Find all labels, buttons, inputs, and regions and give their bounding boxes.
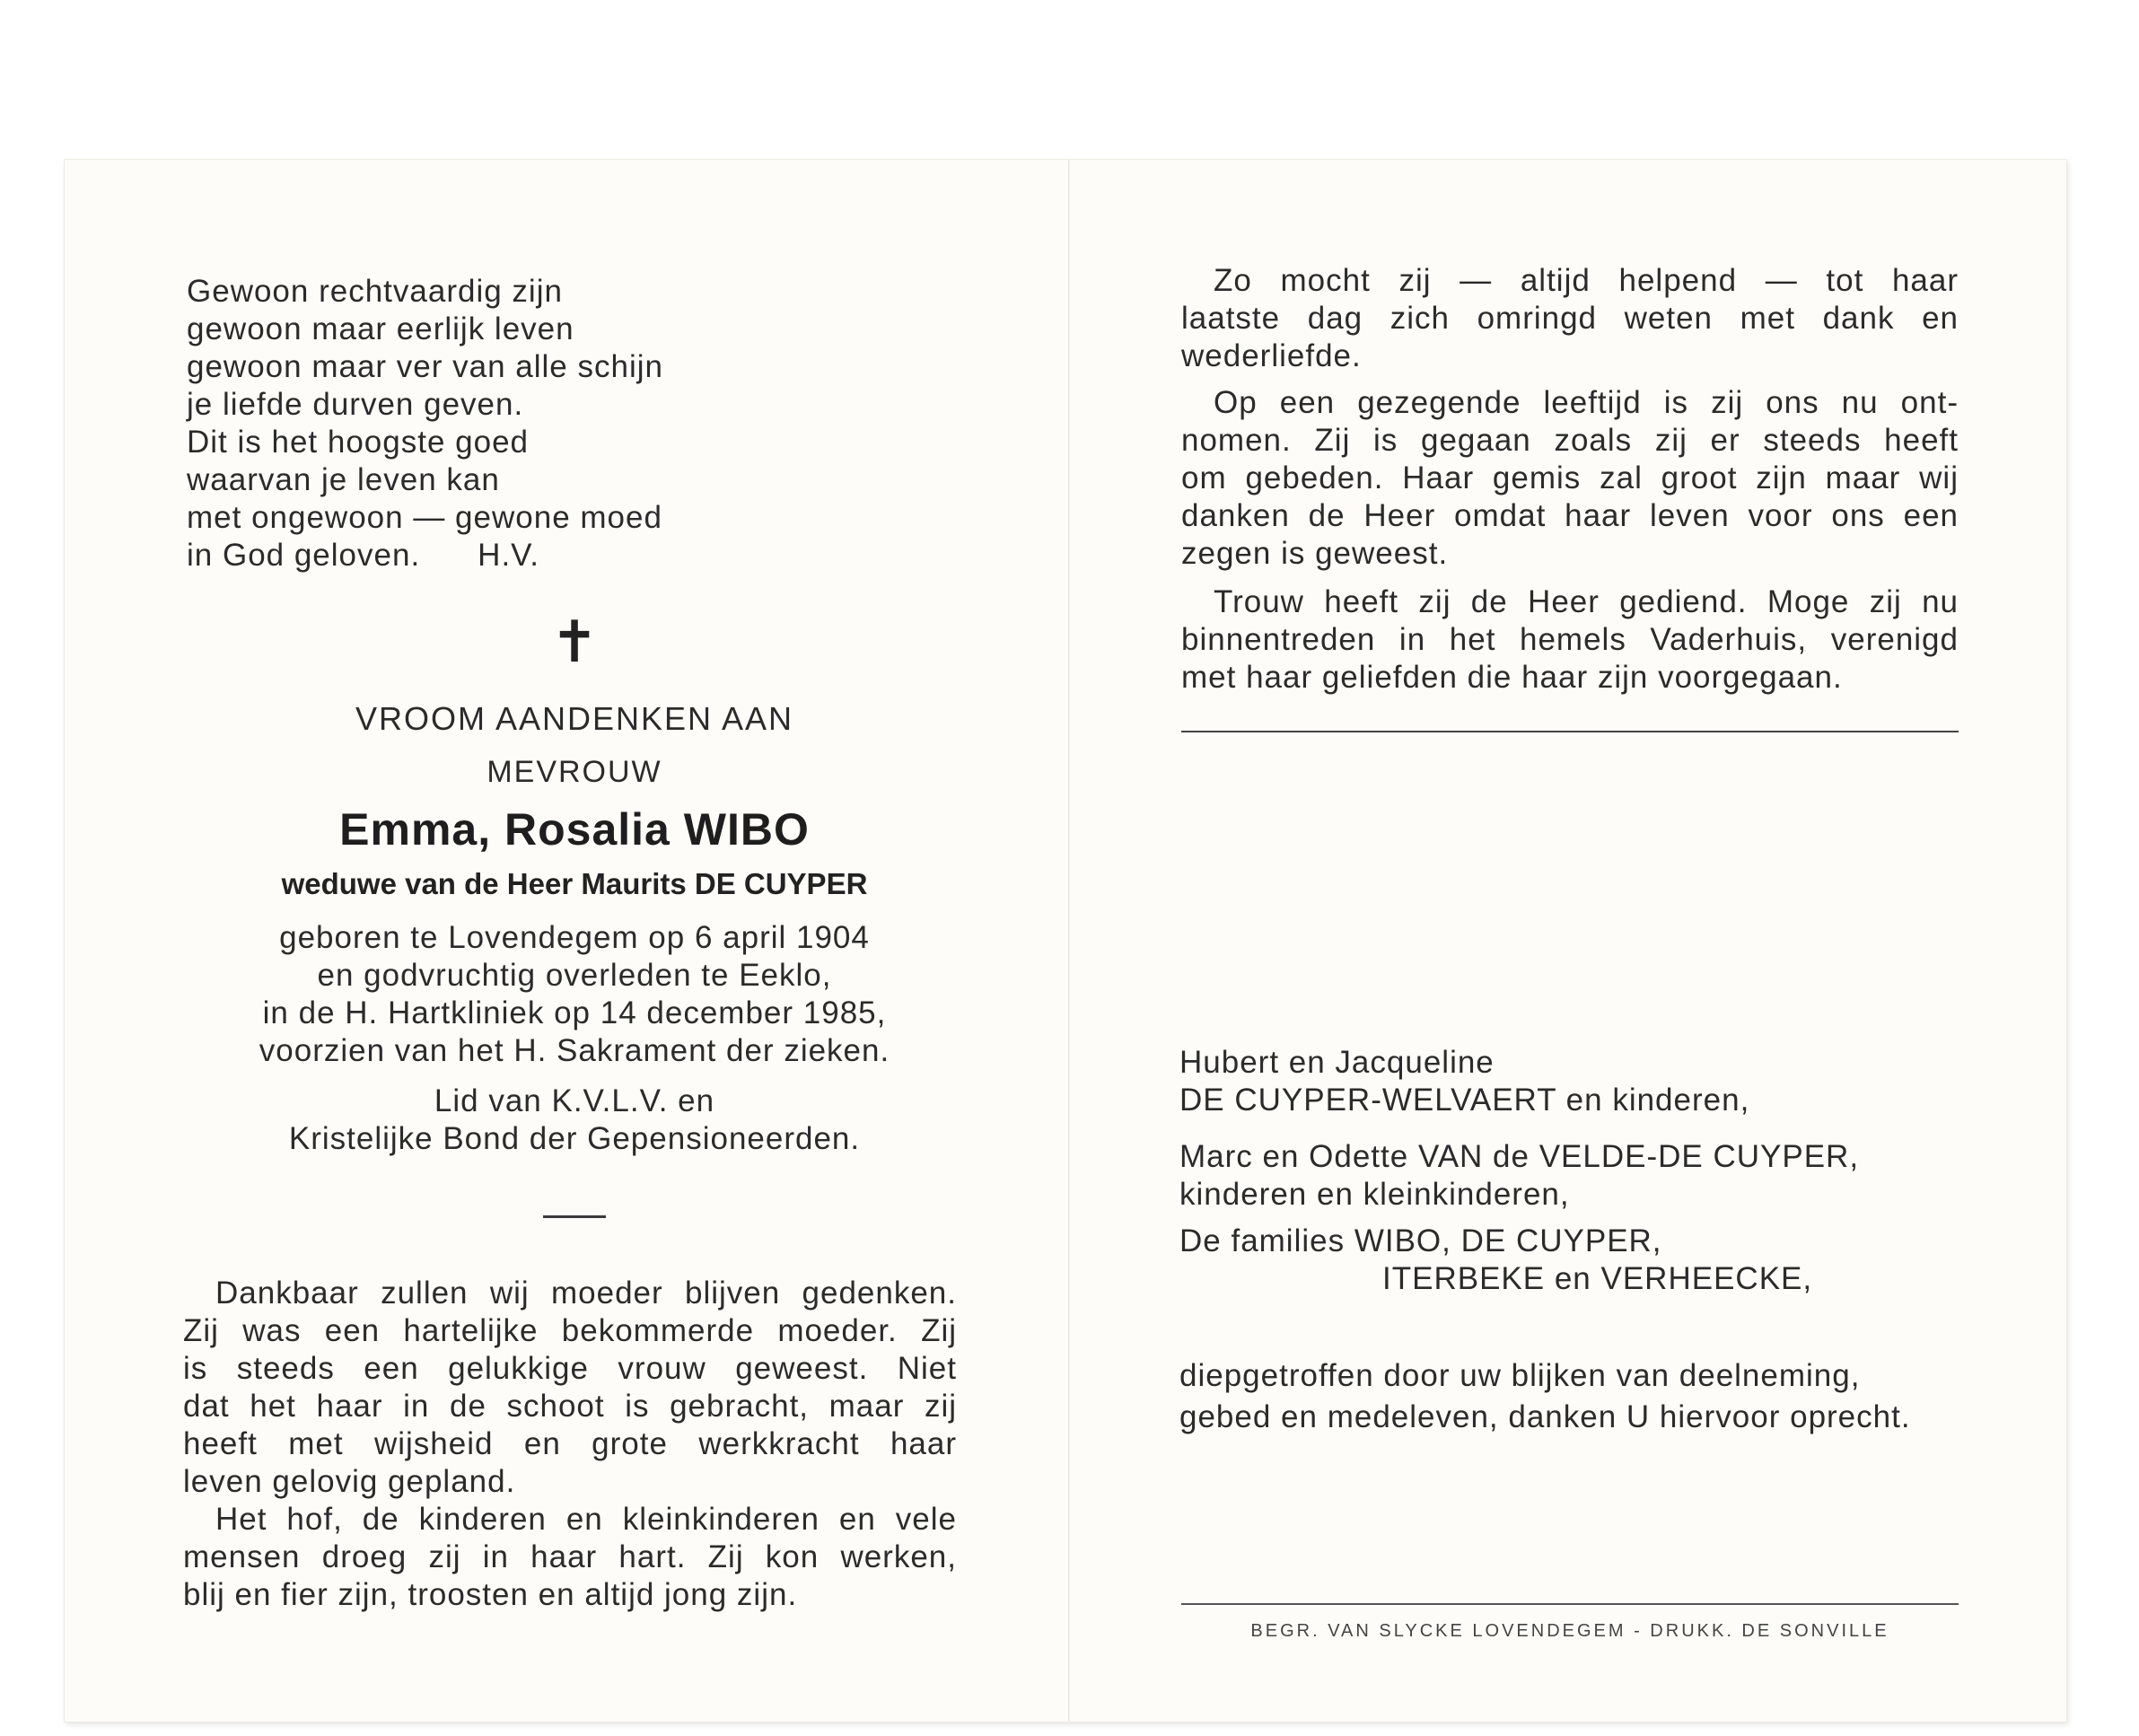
divider — [1181, 1603, 1959, 1605]
paragraph-line: Zo mocht zij — altijd helpend — tot haar — [1214, 263, 1959, 298]
membership-line: Kristelijke Bond der Gepensioneerden. — [288, 1121, 861, 1156]
paragraph-line: dat het haar in de schoot is gebracht, maar zij — [183, 1389, 957, 1424]
poem-line: in God geloven. — [187, 538, 421, 573]
thanks-line: gebed en medeleven, danken U hiervoor oprecht. — [1179, 1399, 1911, 1434]
birth-death-line: in de H. Hartkliniek op 14 december 1985, — [262, 995, 887, 1030]
paragraph-line: wederliefde. — [1181, 338, 1362, 373]
paragraph — [183, 1275, 957, 1501]
poem-line: Gewoon rechtvaardig zijn — [187, 274, 563, 309]
thanks-text — [1179, 1355, 1911, 1438]
paragraph-line: om gebeden. Haar gemis zal groot zijn maar wij — [1181, 460, 1959, 495]
paragraph-line: zegen is geweest. — [1181, 536, 1449, 571]
paragraph-line: binnentreden in het hemels Vaderhuis, verenigd — [1181, 622, 1959, 657]
poem — [187, 273, 815, 574]
paragraph-line: is steeds een gelukkige vrouw geweest. Niet — [183, 1351, 957, 1386]
paragraph — [1181, 583, 1959, 697]
divider — [1181, 731, 1959, 732]
family-group — [1179, 1138, 1859, 1214]
poem-line: waarvan je leven kan — [187, 462, 500, 497]
birth-death-line: geboren te Lovendegem op 6 april 1904 — [279, 920, 870, 955]
widow-of: weduwe van de Heer Maurits DE CUYPER — [281, 867, 868, 900]
paragraph — [1181, 384, 1959, 573]
paragraph-line: Trouw heeft zij de Heer gediend. Moge zij nu — [1214, 584, 1959, 619]
deceased-name: Emma, Rosalia WIBO — [339, 804, 810, 855]
family-line: kinderen en kleinkinderen, — [1179, 1177, 1570, 1212]
family-group — [1179, 1044, 1749, 1119]
membership-line: Lid van K.V.L.V. en — [434, 1083, 715, 1118]
paragraph-line: Het hof, de kinderen en kleinkinderen en vele — [215, 1502, 957, 1537]
printer-credit: BEGR. VAN SLYCKE LOVENDEGEM - DRUKK. DE SONVILLE — [1250, 1621, 1889, 1641]
family-line: Marc en Odette VAN de VELDE-DE CUYPER, — [1179, 1139, 1860, 1174]
paragraph-line: Zij was een hartelijke bekommerde moeder. Zij — [183, 1313, 957, 1348]
divider — [543, 1215, 606, 1218]
paragraph-line: Op een gezegende leeftijd is zij ons nu ont- — [1214, 385, 1959, 420]
family-line: Hubert en Jacqueline — [1179, 1045, 1495, 1080]
paragraph — [183, 1501, 957, 1614]
poem-line: gewoon maar eerlijk leven — [187, 311, 574, 346]
paragraph-line: danken de Heer omdat haar leven voor ons een — [1181, 498, 1959, 533]
cross-icon: ✝ — [550, 609, 599, 674]
poem-initials: H.V. — [478, 538, 540, 573]
family-line: ITERBEKE en VERHEECKE, — [1382, 1261, 1813, 1296]
family-line: DE CUYPER-WELVAERT en kinderen, — [1179, 1083, 1750, 1118]
membership-info — [180, 1083, 969, 1158]
paragraph-line: heeft met wijsheid en grote werkkracht haar — [183, 1426, 957, 1461]
birth-death-line: voorzien van het H. Sakrament der zieken. — [259, 1033, 890, 1068]
family-line: De families WIBO, DE CUYPER, — [1179, 1223, 1662, 1258]
poem-line-last — [187, 537, 815, 574]
in-memory-heading: VROOM AANDENKEN AAN — [355, 700, 794, 737]
birth-death-info — [180, 919, 969, 1070]
poem-line: met ongewoon — gewone moed — [187, 500, 662, 535]
paragraph-line: laatste dag zich omringd weten met dank en — [1181, 301, 1959, 336]
paragraph-line: mensen droeg zij in haar hart. Zij kon werken, — [183, 1539, 957, 1574]
poem-line: Dit is het hoogste goed — [187, 425, 530, 460]
paragraph-line: leven gelovig gepland. — [183, 1464, 516, 1499]
paragraph-line: Dankbaar zullen wij moeder blijven gedenken. — [215, 1276, 957, 1311]
paragraph — [1181, 262, 1959, 375]
card-fold — [1068, 160, 1070, 1722]
thanks-line: diepgetroffen door uw blijken van deelneming, — [1179, 1358, 1861, 1393]
paragraph-line: met haar geliefden die haar zijn voorgegaan. — [1181, 660, 1843, 695]
paragraph-line: blij en fier zijn, troosten en altijd jong zijn. — [183, 1577, 798, 1612]
poem-line: gewoon maar ver van alle schijn — [187, 349, 663, 384]
poem-line: je liefde durven geven. — [187, 387, 524, 422]
birth-death-line: en godvruchtig overleden te Eeklo, — [317, 958, 832, 993]
paragraph-line: nomen. Zij is gegaan zoals zij er steeds heeft — [1181, 423, 1959, 458]
title: MEVROUW — [487, 755, 662, 789]
